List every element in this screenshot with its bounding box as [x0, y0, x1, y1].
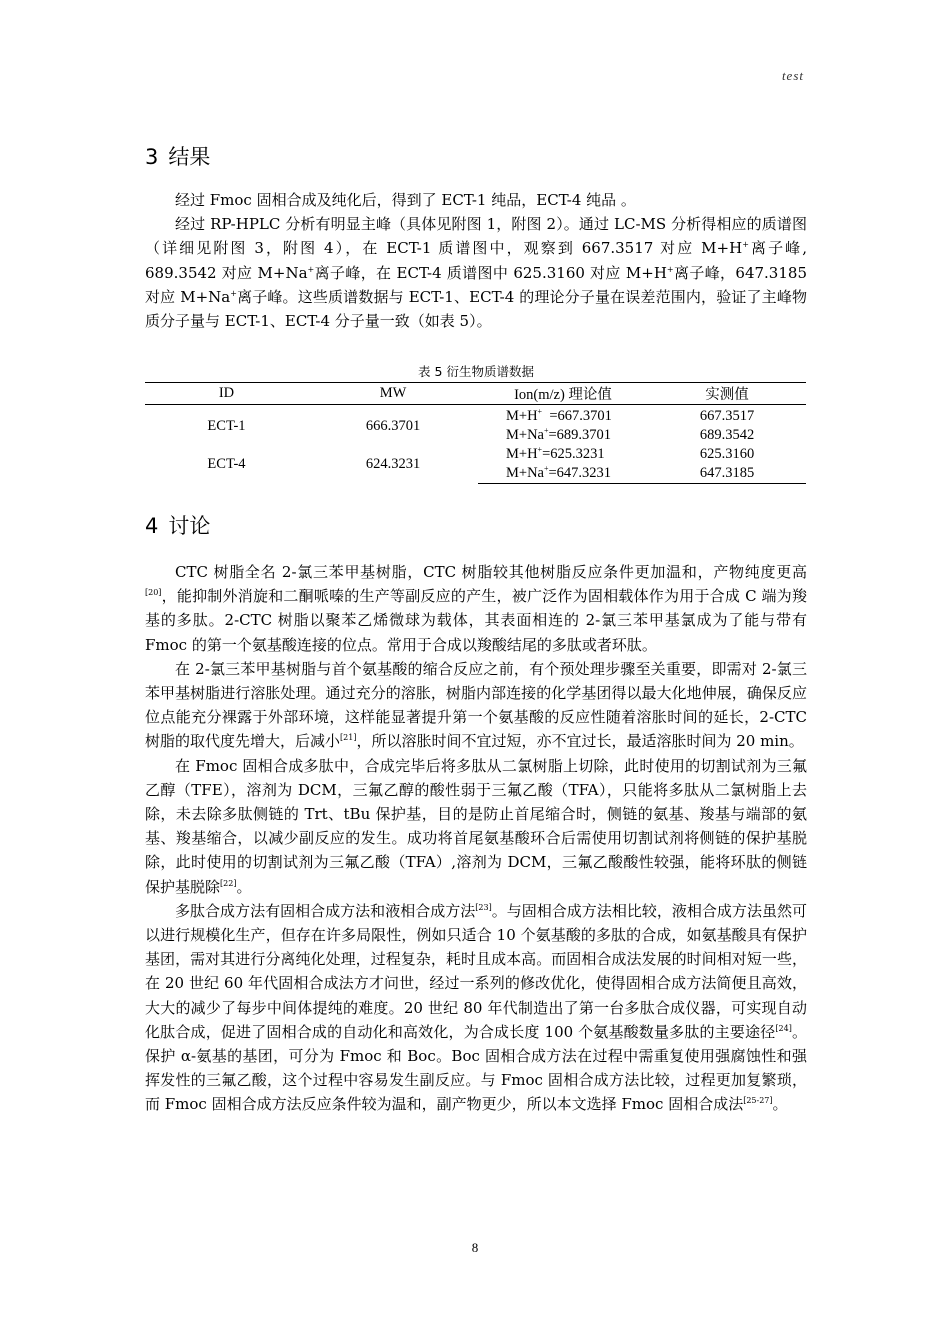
text-run: 。保护 α-氨基的基团，可分为 Fmoc 和 Boc。Boc 固相合成方法在过程中需重复使用强腐蚀性和强挥发性的三氟乙酸，这个过程中容易发生副反应。与 Fmoc 固相合成方法比较，过程更加复繁琐，而 Fmoc 固相合成方法反应条件较为温和，副产物更少，所以本文选择 Fmoc 固相合成法	[145, 1022, 807, 1114]
page-number: 8	[471, 1240, 479, 1255]
column-header: ID	[145, 383, 308, 405]
cell-observed: 625.3160	[699, 446, 755, 462]
ion-label: M+H	[506, 446, 538, 462]
text-run: 在 2-氯三苯甲基树脂与首个氨基酸的缩合反应之前，有个预处理步骤至关重要，即需对 2-氯三苯甲基树脂进行溶胀处理。通过充分的溶胀，树脂内部连接的化学基团得以最大化地伸展，确保反应位点能充分裸露于外部环境，这样能显著提升第一个氨基酸的反应性随着溶胀时间的延长，2-CTC 树脂的取代度先增大，后减小	[145, 659, 807, 751]
text-run: 经过 RP-HPLC 分析有明显主峰（具体见附图 1，附图 2）。通过 LC-MS 分析得相应的质谱图（详细见附图 3，附图 4），在 ECT-1 质谱图中，观察到 667.3517 对应 M+H	[145, 215, 807, 258]
cell-observed: 647.3185	[648, 464, 806, 484]
cell-ion	[478, 445, 648, 464]
cell-observed: 689.3542	[699, 427, 755, 443]
text-run: 。	[236, 877, 252, 896]
ion-value: =647.3231	[548, 465, 612, 481]
cell-mw: 624.3231	[365, 455, 421, 472]
text-run: CTC 树脂全名 2-氯三苯甲基树脂，CTC 树脂较其他树脂反应条件更加温和，产物纯度更高	[175, 563, 807, 581]
cell-ion	[478, 464, 648, 484]
table-row	[145, 405, 806, 427]
mass-spec-table	[145, 382, 806, 484]
ion-value: =625.3231	[542, 446, 605, 462]
paragraph	[145, 657, 807, 754]
text-run: 多肽合成方法有固相合成方法和液相合成方法	[175, 901, 476, 920]
text-run: 。	[772, 1095, 788, 1114]
ion-value: =667.3701	[542, 408, 612, 424]
citation[interactable]: [23]	[475, 902, 492, 912]
column-header: Ion(m/z) 理论值	[478, 383, 648, 405]
column-header: MW	[308, 383, 478, 405]
citation[interactable]: [22]	[220, 878, 237, 888]
text-run: 离子峰, 689.3542 对应 M+Na	[145, 239, 808, 282]
charge-superscript: +	[537, 445, 543, 455]
ion-label: M+Na	[506, 465, 544, 481]
paragraph: 经过 Fmoc 固相合成及纯化后，得到了 ECT-1 纯品，ECT-4 纯品 。	[175, 191, 636, 209]
table-header-row	[145, 383, 806, 405]
cell-observed: 667.3517	[699, 408, 755, 424]
charge-superscript: +	[230, 288, 237, 298]
cell-mw: 666.3701	[365, 418, 421, 434]
text-run: 离子峰。这些质谱数据与 ECT-1、ECT-4 的理论分子量在误差范围内，验证了主峰物质分子量与 ECT-1、ECT-4 分子量一致（如表 5）。	[145, 287, 807, 331]
text-run: ，所以溶胀时间不宜过短，亦不宜过长，最适溶胀时间为 20 min。	[356, 732, 804, 751]
charge-superscript: +	[537, 407, 543, 417]
ion-value: =689.3701	[548, 427, 612, 443]
paragraph	[145, 899, 807, 1117]
section-number: 4	[145, 514, 159, 538]
section-4-heading	[145, 510, 210, 540]
text-run: 在 Fmoc 固相合成多肽中，合成完毕后将多肽从二氯树脂上切除，此时使用的切割试剂为三氟乙醇（TFE），溶剂为 DCM，三氟乙醇的酸性弱于三氟乙酸（TFA），只能将多肽从二氯树脂上去除，未去除多肽侧链的 Trt、tBu 保护基，目的是防止首尾缩合时，侧链的氨基、羧基与端部的氨基、羧基缩合，以减少副反应的发生。成功将首尾氨基酸环合后需使用切割试剂将侧链的保护基脱除，此时使用的切割试剂为三氟乙酸（TFA）,溶剂为 DCM，三氟乙酸酸性较强，能将环肽的侧链保护基脱除	[145, 756, 807, 896]
cell-id: ECT-1	[207, 418, 246, 434]
ion-label: M+Na	[506, 427, 544, 443]
column-header: 实测值	[648, 383, 806, 405]
paragraph	[145, 212, 807, 333]
section-4-body	[145, 560, 807, 1117]
table-caption: 表 5 衍生物质谱数据	[418, 364, 534, 379]
section-number: 3	[145, 145, 159, 169]
running-header: test	[781, 68, 804, 83]
charge-superscript: +	[543, 464, 549, 474]
citation[interactable]: [24]	[775, 1023, 792, 1033]
paragraph	[145, 754, 807, 899]
cell-id: ECT-4	[207, 455, 246, 472]
citation[interactable]: [20]	[145, 588, 162, 598]
cell-ion	[478, 405, 648, 427]
paragraph	[145, 560, 807, 657]
cell-ion	[478, 426, 648, 445]
citation[interactable]: [25-27]	[743, 1096, 773, 1106]
citation[interactable]: [21]	[340, 733, 357, 743]
text-run: 。与固相合成方法相比较，液相合成方法虽然可以进行规模化生产，但存在许多局限性，例如只适合 10 个氨基酸的多肽的合成，如氨基酸具有保护基团，需对其进行分离纯化处理，过程复杂，耗时且成本高。而固相合成法发展的时间相对短一些，在 20 世纪 60 年代固相合成法方才问世，经过一系列的修改优化，使得固相合成方法简便且高效，大大的减少了每步中间体提纯的难度。20 世纪 80 年代制造出了第一台多肽合成仪器，可实现自动化肽合成，促进了固相合成的自动化和高效化，为合成长度 100 个氨基酸数量多肽的主要途径	[145, 901, 807, 1041]
text-run: ，能抑制外消旋和二酮哌嗪的生产等副反应的产生，被广泛作为固相载体作为用于合成 C 端为羧基的多肽。2-CTC 树脂以聚苯乙烯微球为载体，其表面相连的 2-氯三苯甲基氯成为了能与带有 Fmoc 的第一个氨基酸连接的位点。常用于合成以羧酸结尾的多肽或者环肽。	[145, 587, 807, 654]
section-title: 结果	[168, 145, 211, 169]
text-run: 离子峰，647.3185 对应 M+Na	[145, 263, 807, 306]
table-row	[145, 445, 806, 464]
charge-superscript: +	[307, 264, 315, 274]
charge-superscript: +	[742, 240, 749, 250]
ion-label: M+H	[506, 408, 538, 424]
charge-superscript: +	[543, 426, 549, 436]
text-run: 离子峰，在 ECT-4 质谱图中 625.3160 对应 M+H	[314, 263, 667, 282]
section-title: 讨论	[168, 514, 211, 538]
section-3-heading	[145, 141, 210, 171]
charge-superscript: +	[666, 264, 674, 274]
section-3-body	[145, 188, 807, 333]
